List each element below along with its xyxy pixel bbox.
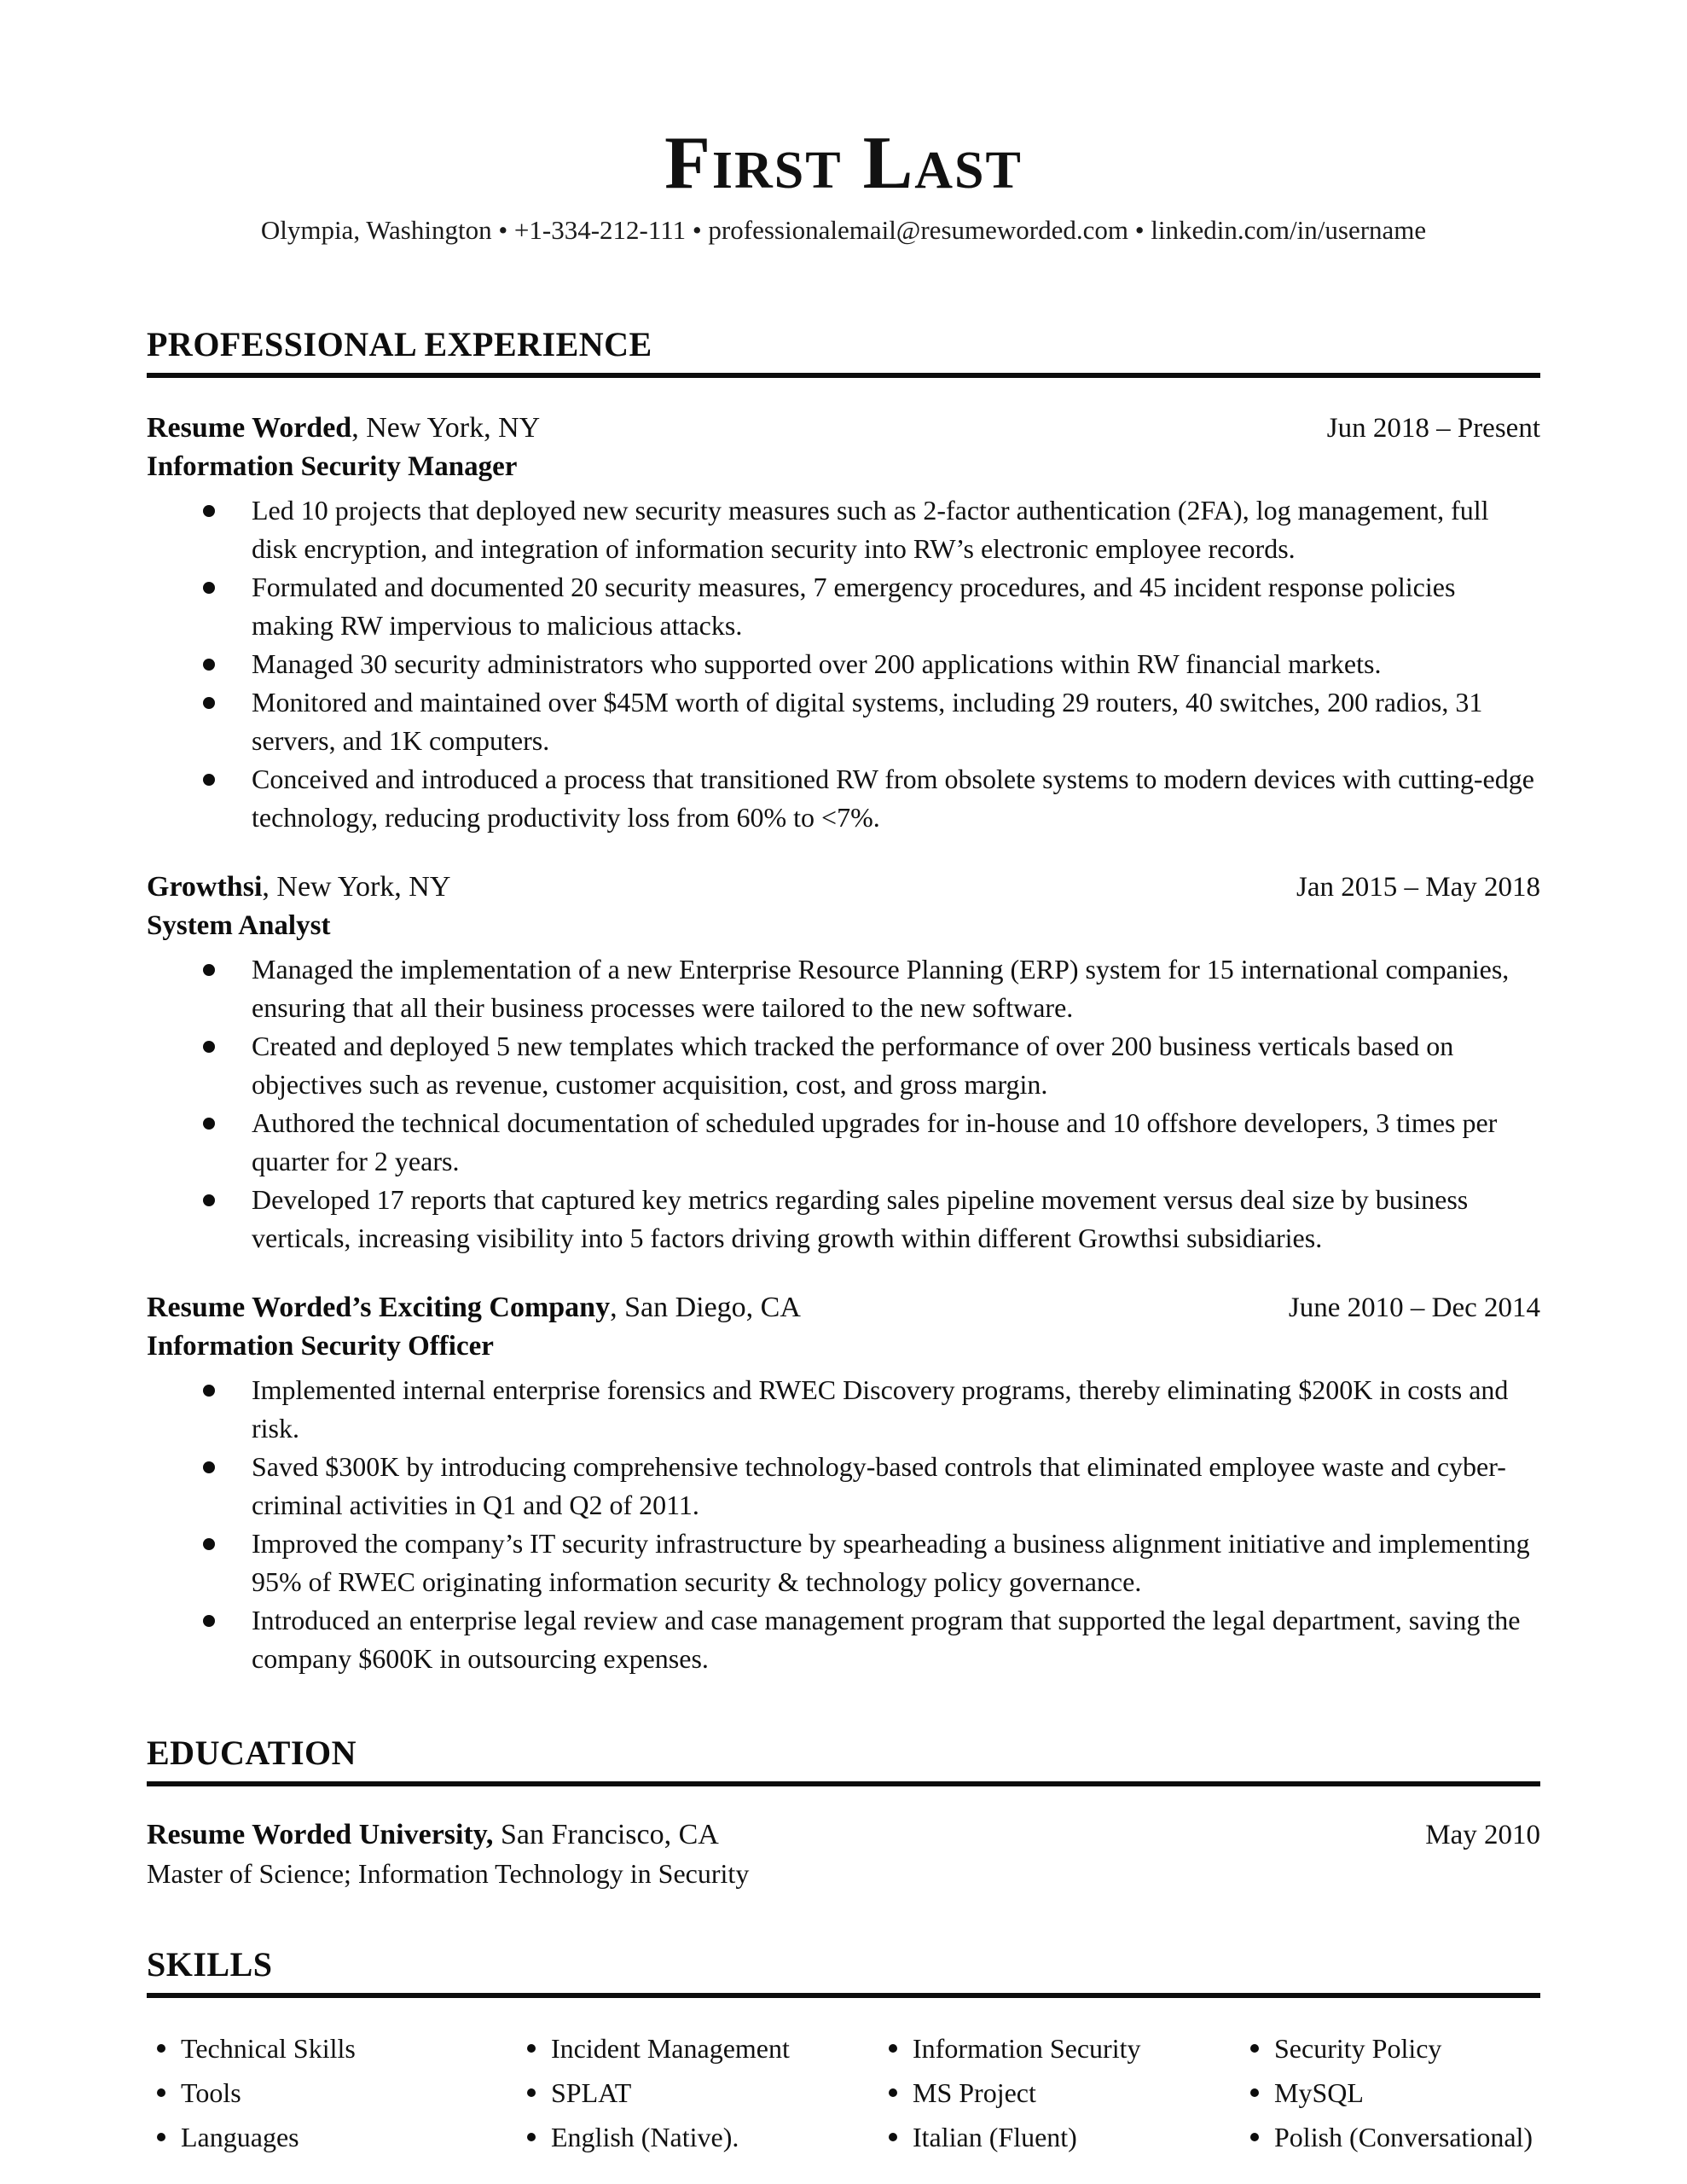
- education-entry: [147, 1819, 1540, 1890]
- job-role: Information Security Officer: [147, 1331, 494, 1362]
- skill-item: [517, 2032, 878, 2065]
- job-role: System Analyst: [147, 910, 331, 941]
- company-name: Resume Worded: [147, 412, 352, 444]
- bullet-item: Managed 30 security administrators who supported over 200 applications within RW financial markets.: [147, 645, 1540, 683]
- bullet-item: Authored the technical documentation of scheduled upgrades for in-house and 10 offshore developers, 3 times per quarter for 2 years.: [147, 1104, 1540, 1181]
- job-dates: June 2010 – Dec 2014: [1288, 1292, 1540, 1323]
- job-location: , New York, NY: [351, 412, 541, 444]
- job-company-line: [147, 871, 450, 903]
- bullet-list: [147, 491, 1540, 837]
- section-rule: [147, 373, 1540, 378]
- skill-label: MS Project: [913, 2077, 1036, 2108]
- bullet-item: Implemented internal enterprise forensics and RWEC Discovery programs, thereby eliminating $200K in costs and risk.: [147, 1371, 1540, 1448]
- bullet-dot-icon: [1250, 2133, 1259, 2141]
- job-header: [147, 871, 1540, 903]
- skill-item: [147, 2032, 517, 2065]
- education-header: [147, 1819, 1540, 1851]
- skill-label: Technical Skills: [181, 2033, 356, 2064]
- contact-line: Olympia, Washington • +1-334-212-111 • professionalemail@resumeworded.com • linkedin.com/in/username: [260, 215, 1427, 245]
- bullet-item: Led 10 projects that deployed new security measures such as 2-factor authentication (2FA), log management, full disk encryption, and integration of information security into RW’s electronic employee records.: [147, 491, 1540, 568]
- bullet-item: Created and deployed 5 new templates which tracked the performance of over 200 business verticals based on objectives such as revenue, customer acquisition, cost, and gross margin.: [147, 1027, 1540, 1104]
- job-role: Information Security Manager: [147, 451, 518, 482]
- bullet-dot-icon: [889, 2133, 897, 2141]
- job-entry: [147, 1292, 1540, 1678]
- bullet-dot-icon: [527, 2088, 536, 2097]
- skill-label: Languages: [181, 2122, 299, 2152]
- bullet-item: Improved the company’s IT security infrastructure by spearheading a business alignment initiative and implementing 95% of RWEC originating information security & technology policy governance.: [147, 1525, 1540, 1601]
- bullet-dot-icon: [157, 2133, 165, 2141]
- section-rule: [147, 1993, 1540, 1998]
- section-heading-education: EDUCATION: [147, 1734, 357, 1772]
- section-heading-experience: PROFESSIONAL EXPERIENCE: [147, 325, 652, 363]
- section-rule: [147, 1781, 1540, 1786]
- bullet-item: Introduced an enterprise legal review and case management program that supported the legal department, saving the company $600K in outsourcing expenses.: [147, 1601, 1540, 1678]
- bullet-item: Managed the implementation of a new Enterprise Resource Planning (ERP) system for 15 international companies, ensuring that all their business processes were tailored to the new software.: [147, 950, 1540, 1027]
- job-dates: Jun 2018 – Present: [1326, 413, 1540, 444]
- job-entry: [147, 412, 1540, 837]
- job-company-line: [147, 1292, 801, 1324]
- bullet-item: Formulated and documented 20 security measures, 7 emergency procedures, and 45 incident response policies making RW impervious to malicious attacks.: [147, 568, 1540, 645]
- company-name: Growthsi: [147, 871, 263, 903]
- skill-label: SPLAT: [551, 2077, 632, 2108]
- bullet-dot-icon: [1250, 2044, 1259, 2053]
- bullet-list: [147, 950, 1540, 1258]
- skill-item: [147, 2121, 517, 2153]
- skill-item: [878, 2032, 1240, 2065]
- skill-label: Italian (Fluent): [913, 2122, 1077, 2152]
- skill-item: [517, 2121, 878, 2153]
- skill-item: [517, 2077, 878, 2109]
- bullet-item: Saved $300K by introducing comprehensive technology-based controls that eliminated employee waste and cyber-criminal activities in Q1 and Q2 of 2011.: [147, 1448, 1540, 1525]
- skill-item: [1240, 2077, 1540, 2109]
- bullet-dot-icon: [527, 2133, 536, 2141]
- bullet-dot-icon: [889, 2088, 897, 2097]
- skill-label: Information Security: [913, 2033, 1141, 2064]
- education-dates: May 2010: [1425, 1820, 1540, 1850]
- bullet-dot-icon: [527, 2044, 536, 2053]
- section-heading-skills: SKILLS: [147, 1945, 273, 1984]
- skill-item: [1240, 2032, 1540, 2065]
- job-header: [147, 1292, 1540, 1324]
- bullet-dot-icon: [157, 2088, 165, 2097]
- bullet-list: [147, 1371, 1540, 1678]
- job-header: [147, 412, 1540, 444]
- candidate-name: First Last: [664, 122, 1023, 205]
- job-entry: [147, 871, 1540, 1258]
- bullet-dot-icon: [157, 2044, 165, 2053]
- job-location: , San Diego, CA: [610, 1292, 801, 1323]
- school-location: San Francisco, CA: [493, 1819, 719, 1850]
- skill-label: Polish (Conversational): [1274, 2122, 1533, 2152]
- bullet-dot-icon: [1250, 2088, 1259, 2097]
- skill-label: Security Policy: [1274, 2033, 1442, 2064]
- section-skills: [147, 1944, 1540, 2153]
- job-dates: Jan 2015 – May 2018: [1296, 872, 1540, 903]
- skill-label: Tools: [181, 2077, 241, 2108]
- section-education: [147, 1733, 1540, 1890]
- bullet-item: Conceived and introduced a process that transitioned RW from obsolete systems to modern devices with cutting-edge technology, reducing productivity loss from 60% to <7%.: [147, 760, 1540, 837]
- skills-grid: [147, 2032, 1540, 2153]
- company-name: Resume Worded’s Exciting Company: [147, 1292, 611, 1323]
- skill-label: Incident Management: [551, 2033, 790, 2064]
- bullet-dot-icon: [889, 2044, 897, 2053]
- skill-label: English (Native).: [551, 2122, 739, 2152]
- section-experience: [147, 324, 1540, 1678]
- job-location: , New York, NY: [262, 871, 451, 903]
- skill-label: MySQL: [1274, 2077, 1364, 2108]
- school-name: Resume Worded University,: [147, 1819, 494, 1850]
- bullet-item: Developed 17 reports that captured key metrics regarding sales pipeline movement versus deal size by business verticals, increasing visibility into 5 factors driving growth within different Growthsi subsidiaries.: [147, 1181, 1540, 1258]
- skill-item: [878, 2077, 1240, 2109]
- skill-item: [878, 2121, 1240, 2153]
- bullet-item: Monitored and maintained over $45M worth of digital systems, including 29 routers, 40 switches, 200 radios, 31 servers, and 1K computers.: [147, 683, 1540, 760]
- school-line: [147, 1819, 719, 1851]
- job-company-line: [147, 412, 540, 444]
- degree: Master of Science; Information Technology in Security: [147, 1858, 750, 1889]
- skill-item: [1240, 2121, 1540, 2153]
- skill-item: [147, 2077, 517, 2109]
